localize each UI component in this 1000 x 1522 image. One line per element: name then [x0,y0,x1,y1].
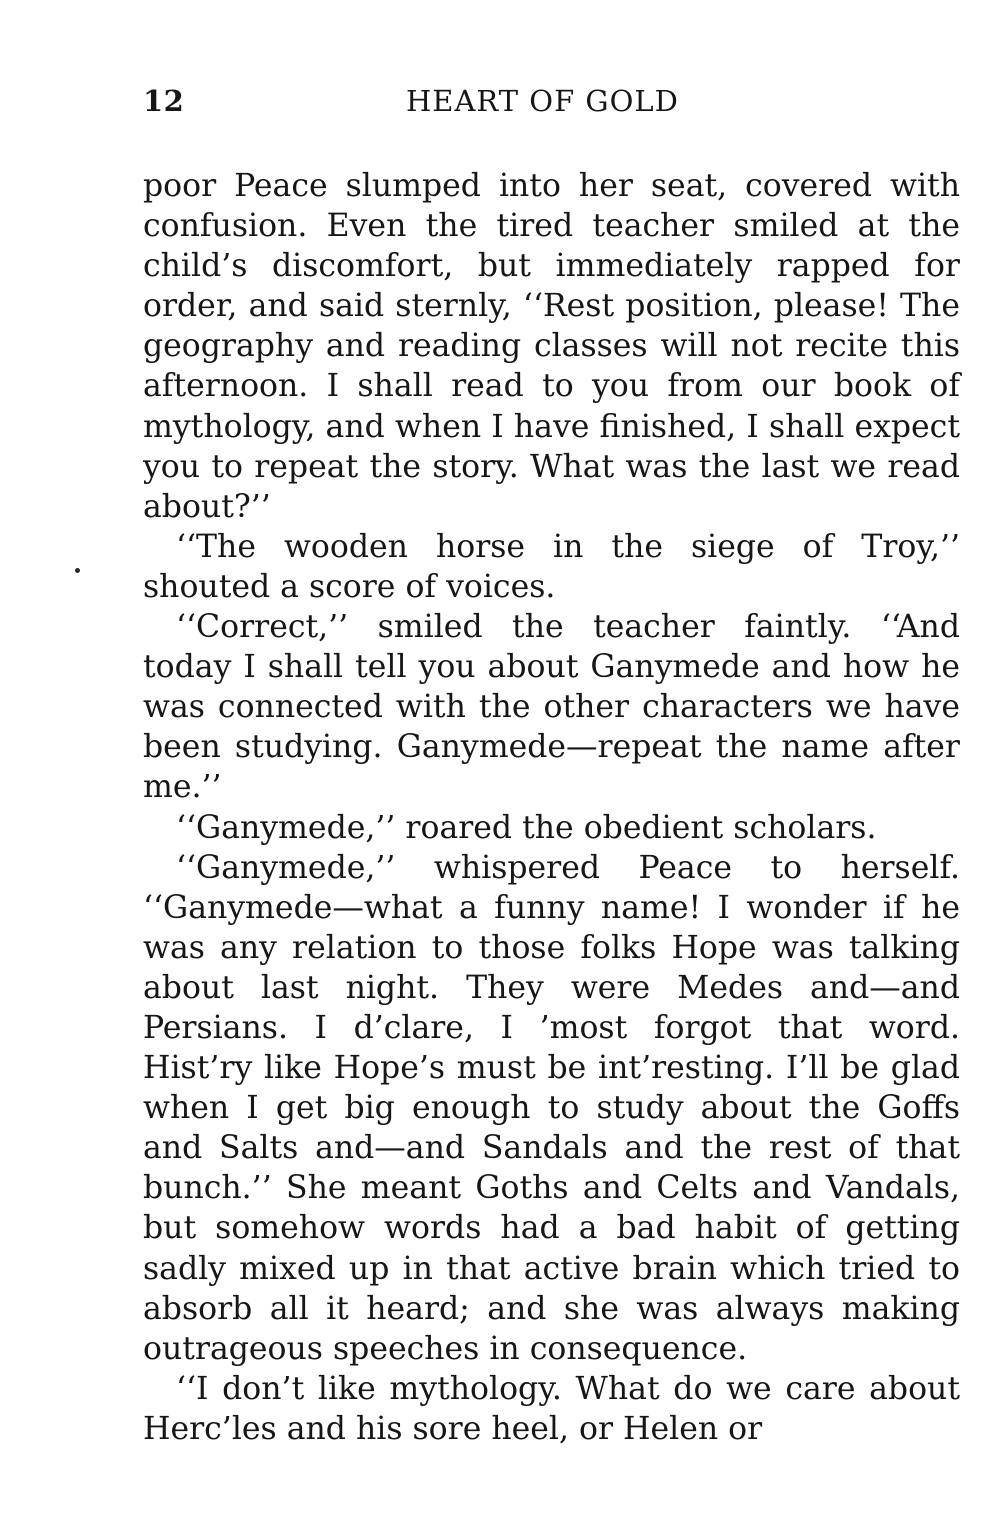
paragraph: ‘‘Correct,’’ smiled the teacher faintly. ‘‘And today I shall tell you about Ganymede and how he was connected with the other characters we have been studying. Ganymede—repeat the name after me.’’ [143,609,960,806]
paragraph: ‘‘I don’t like mythology. What do we care about Herc’les and his sore heel, or Helen or [143,1370,960,1447]
page-number: 12 [143,84,185,118]
paragraph: ‘‘Ganymede,’’ whispered Peace to herself. ‘‘Ganymede—what a funny name! I wonder if he was any relation to those folks Hope was talking about last night. They were Medes and—and Persians. I d’clare, I ’most forgot that word. Hist’ry like Hope’s must be int’resting. I’ll be glad when I get big enough to study about the Goffs and Salts and—and Sandals and the rest of that bunch.’’ She meant Goths and Celts and Vandals, but somehow words had a bad habit of getting sadly mixed up in that active brain which tried to absorb all it heard; and she was always making outrageous speeches in consequence. [143,849,960,1367]
running-head: HEART OF GOLD [406,84,679,118]
page-header [143,84,960,128]
body-text [143,166,960,1449]
paragraph: ‘‘Ganymede,’’ roared the obedient scholars. [176,809,877,846]
paragraph: poor Peace slumped into her seat, covered with confusion. Even the tired teacher smiled at the child’s discomfort, but immediately rapped for order, and said sternly, ‘‘Rest position, please! The geography and reading classes will not recite this afternoon. I shall read to you from our book of mythology, and when I have finished, I shall expect you to repeat the story. What was the last we read about?’’ [143,168,960,525]
ink-speck [75,568,80,573]
paragraph: ‘‘The wooden horse in the siege of Troy,’’ shouted a score of voices. [143,528,960,605]
